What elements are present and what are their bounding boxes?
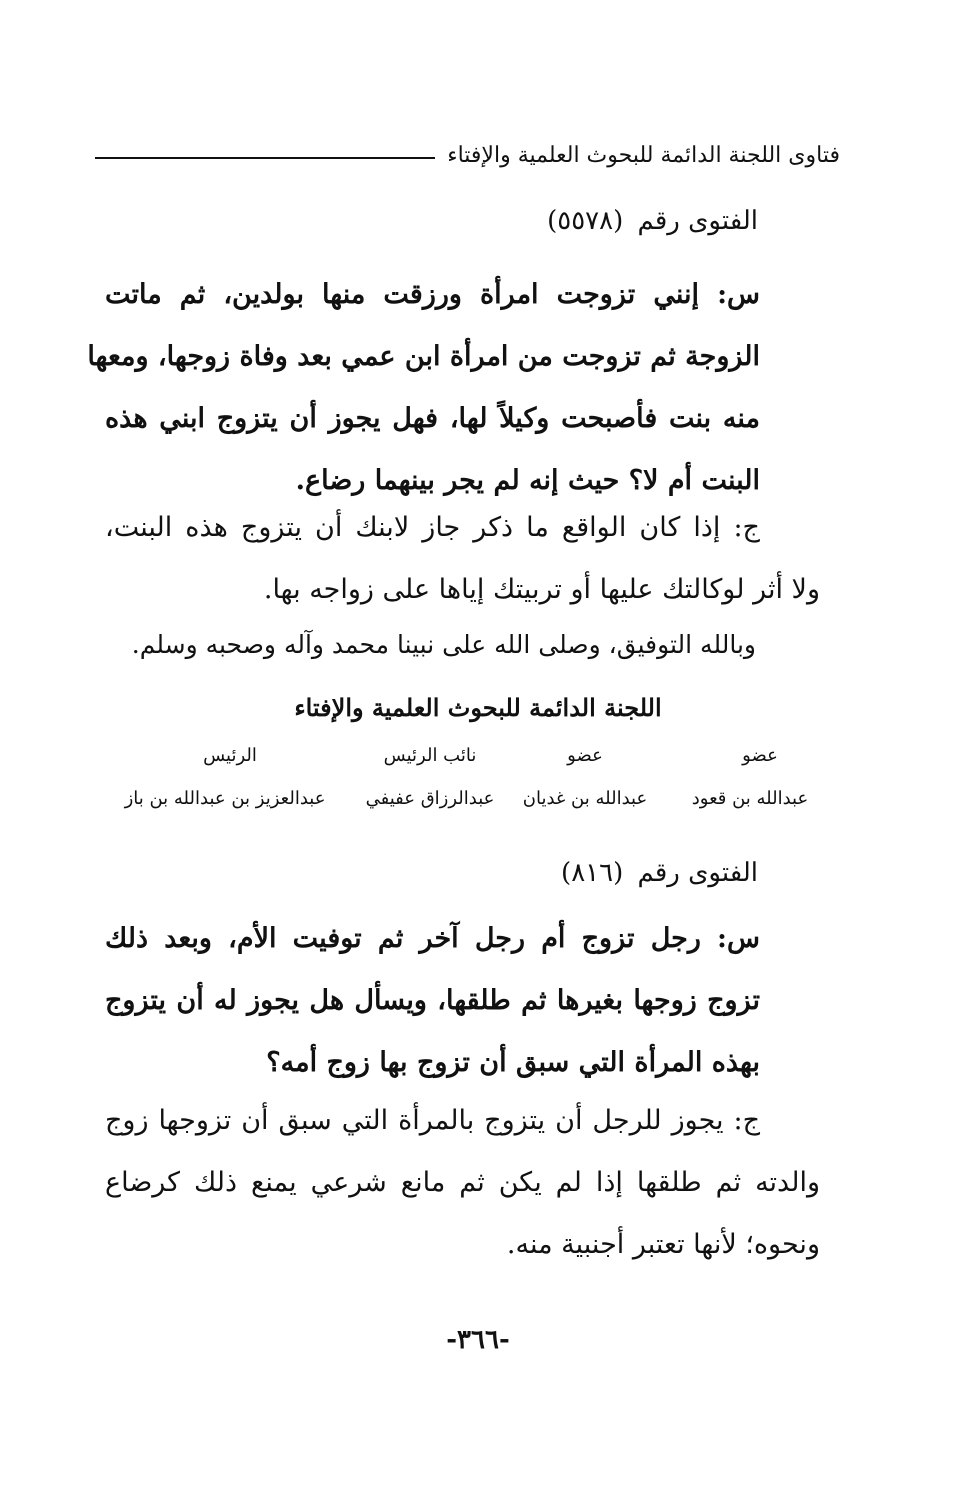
member-2-role: عضو xyxy=(567,745,603,766)
fatwa-1-closing: وبالله التوفيق، وصلى الله على نبينا محمد وآله وصحبه وسلم. xyxy=(131,630,756,659)
fatwa-1-label: الفتوى رقم xyxy=(637,206,758,236)
fatwa-1-answer-line: ولا أثر لوكالتك عليها أو تربيتك إياها على زواجه بها. xyxy=(263,574,820,605)
fatwa-2-answer xyxy=(105,1090,820,1276)
header-title: فتاوى اللجنة الدائمة للبحوث العلمية والإفتاء xyxy=(447,142,840,168)
fatwa-1-heading xyxy=(547,206,758,236)
committee-title: اللجنة الدائمة للبحوث العلمية والإفتاء xyxy=(294,693,662,722)
page-number: -٣٦٦- xyxy=(446,1325,510,1355)
header-rule xyxy=(95,157,435,159)
member-1-name: عبدالله بن قعود xyxy=(691,788,809,809)
fatwa-1-answer xyxy=(105,497,820,621)
member-2-name: عبدالله بن غديان xyxy=(522,788,648,809)
member-3-name: عبدالرزاق عفيفي xyxy=(365,788,495,809)
fatwa-2-label: الفتوى رقم xyxy=(637,858,758,888)
fatwa-1-question-line: الزوجة ثم تزوجت من امرأة ابن عمي بعد وفاة زوجها، ومعها xyxy=(87,341,760,372)
running-header xyxy=(95,138,840,172)
fatwa-2-answer-line: ونحوه؛ لأنها تعتبر أجنبية منه. xyxy=(506,1229,820,1260)
fatwa-2-question xyxy=(105,908,760,1094)
fatwa-1-question-line: س: إنني تزوجت امرأة ورزقت منها بولدين، ثم ماتت xyxy=(105,279,760,310)
member-3-role: نائب الرئيس xyxy=(383,745,477,766)
fatwa-1-answer-line: ج: إذا كان الواقع ما ذكر جاز لابنك أن يتزوج هذه البنت، xyxy=(105,512,760,543)
fatwa-2-heading xyxy=(561,858,758,888)
fatwa-2-question-line: س: رجل تزوج أم رجل آخر ثم توفيت الأم، وبعد ذلك xyxy=(105,923,760,954)
fatwa-1-question-line: البنت أم لا؟ حيث إنه لم يجر بينهما رضاع. xyxy=(295,465,760,496)
fatwa-2-question-line: تزوج زوجها بغيرها ثم طلقها، ويسأل هل يجوز له أن يتزوج xyxy=(105,985,760,1016)
fatwa-2-answer-line: والدته ثم طلقها إذا لم يكن ثم مانع شرعي يمنع ذلك كرضاع xyxy=(105,1167,820,1198)
member-4-role: الرئيس xyxy=(203,745,257,766)
fatwa-1-question-line: منه بنت فأصبحت وكيلاً لها، فهل يجوز أن يتزوج ابني هذه xyxy=(105,403,760,434)
fatwa-2-number: (٨١٦) xyxy=(561,858,624,888)
member-4-name: عبدالعزيز بن عبدالله بن باز xyxy=(124,788,326,809)
member-1-role: عضو xyxy=(742,745,778,766)
fatwa-1-question xyxy=(87,264,760,512)
fatwa-2-answer-line: ج: يجوز للرجل أن يتزوج بالمرأة التي سبق أن تزوجها زوج xyxy=(105,1105,760,1136)
fatwa-2-question-line: بهذه المرأة التي سبق أن تزوج بها زوج أمه؟ xyxy=(266,1047,760,1078)
fatwa-1-number: (٥٥٧٨) xyxy=(547,206,624,236)
